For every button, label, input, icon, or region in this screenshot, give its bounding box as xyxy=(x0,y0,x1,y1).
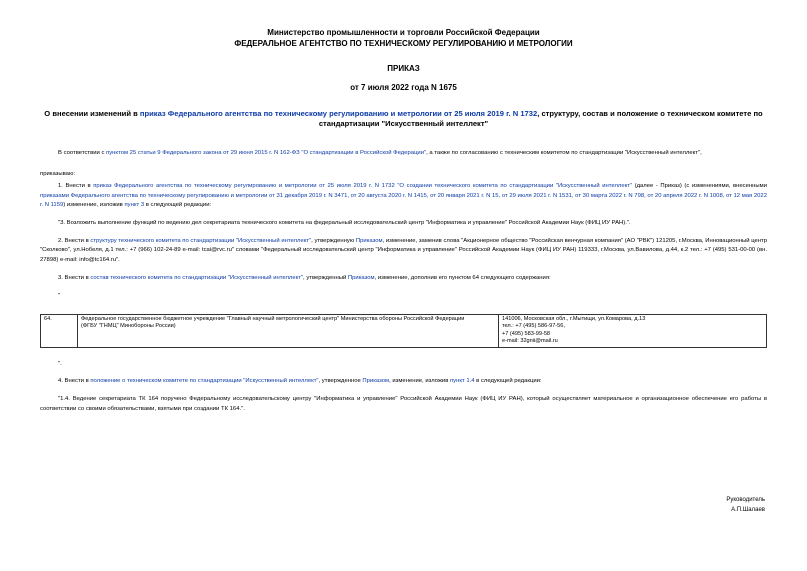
clause-3-link[interactable]: пункт 3 xyxy=(124,202,145,209)
order-word: приказываю: xyxy=(40,170,76,177)
row-number: 64. xyxy=(41,314,78,347)
committee-structure-link[interactable]: структуру технического комитета по стандартизации "Искусственный интеллект" xyxy=(90,237,312,244)
document-header xyxy=(40,0,767,93)
order-link[interactable]: Приказом xyxy=(362,377,390,384)
open-quote: " xyxy=(58,292,61,299)
item-1: 1. Внести в приказ Федерального агентства по техническому регулированию и метрологии от 25 июля 2019 г. N 1732 "О создании технического комитета по стандартизации "Искусственный интеллект" (далее - Приказ) (с изменениями, внесенными приказами Федерального агентства по техническому регулированию и метрологии от 31 декабря 2019 г. N 3471, от 20 августа 2020 г. N 1415, от 20 января 2021 г. N 15, от 29 июля 2021 г. N 1531, от 30 марта 2022 г. N 798, от 20 апреля 2022 г. N 1008, от 12 мая 2022 г. N 1159) изменение, изложив пункт 3 в следующей редакции: xyxy=(40,183,767,209)
phone-1: тел.: +7 (495) 586-97-56, xyxy=(502,323,565,330)
organization-short-name: (ФГБУ "ГНМЦ" Минобороны России) xyxy=(81,323,176,330)
ministry-name: Министерство промышленности и торговли Российской Федерации xyxy=(267,28,540,37)
order-1732-link[interactable]: приказ Федерального агентства по техническому регулированию и метрологии от 25 июля 2019 г. N 1732 "О создании технического комитета по стандартизации "Искусственный интеллект" xyxy=(93,183,633,190)
law-link[interactable]: пунктом 25 статьи 9 Федерального закона от 29 июня 2015 г. N 162-ФЗ "О стандартизации в Российской Федерации" xyxy=(106,150,427,156)
organization-cell xyxy=(78,314,499,347)
phone-2: +7 (495) 583-99-58 xyxy=(502,330,551,337)
document-body-continued xyxy=(40,360,767,414)
committee-composition-link[interactable]: состав технического комитета по стандартизации "Искусственный интеллект" xyxy=(90,275,304,282)
order-link[interactable]: Приказом xyxy=(355,237,383,244)
table-row xyxy=(41,314,767,347)
committee-regulation-link[interactable]: положение о техническом комитете по стандартизации "Искусственный интеллект" xyxy=(90,377,319,384)
email: e-mail: 32gnii@mail.ru xyxy=(502,338,558,345)
document-body xyxy=(40,149,767,302)
signer-name: А.П.Шалаев xyxy=(731,507,765,513)
document-title: О внесении изменений в приказ Федерального агентства по техническому регулированию и метрологии от 25 июля 2019 г. N 1732, структуру, состав и положение о техническом комитете по стандартизации "Искусственный интеллект" xyxy=(44,109,763,128)
signature-block xyxy=(726,495,765,515)
amending-orders-link[interactable]: приказами Федерального агентства по техническому регулированию и метрологии от 31 декабря 2019 г. N 3471, от 20 августа 2020 г. N 1415, от 20 января 2021 г. N 15, от 29 июля 2021 г. N 1531, от 30 марта 2022 г. N 798, от 20 апреля 2022 г. N 1008, от 12 мая 2022 г. N 1159 xyxy=(40,192,767,209)
contacts-cell xyxy=(499,314,767,347)
preamble-paragraph: В соответствии с пунктом 25 статьи 9 Федерального закона от 29 июня 2015 г. N 162-ФЗ "О стандартизации в Российской Федерации", а также по согласованию с техническим комитетом по стандартизации "Искусственный интеллект", xyxy=(58,150,702,156)
organization-name: Федеральное государственное бюджетное учреждение "Главный научный метрологический центр" Министерства обороны Российской Федерации xyxy=(81,315,465,322)
clause-1-4-link[interactable]: пункт 1.4 xyxy=(449,377,475,384)
close-quote: ". xyxy=(58,360,62,367)
composition-table xyxy=(40,314,767,348)
document-date-number: от 7 июля 2022 года N 1675 xyxy=(350,83,457,92)
address: 141006, Московская обл., г.Мытищи, ул.Комарова, д.13 xyxy=(502,315,646,322)
order-link[interactable]: Приказом xyxy=(347,275,375,282)
title-link[interactable]: приказ Федерального агентства по техническому регулированию и метрологии от 25 июля 2019 г. N 1732 xyxy=(139,109,538,118)
item-3: 3. Внести в состав технического комитета по стандартизации "Искусственный интеллект", утвержденный Приказом, изменение, дополнив его пунктом 64 следующего содержания: xyxy=(58,275,551,282)
agency-name: ФЕДЕРАЛЬНОЕ АГЕНТСТВО ПО ТЕХНИЧЕСКОМУ РЕГУЛИРОВАНИЮ И МЕТРОЛОГИИ xyxy=(234,39,573,48)
signer-role: Руководитель xyxy=(726,497,765,503)
document-type: ПРИКАЗ xyxy=(387,64,420,73)
item-2: 2. Внести в структуру технического комитета по стандартизации "Искусственный интеллект", утвержденную Приказом, изменение, заменив слова "Акционерное общество "Российская венчурная компания" (АО "РВК") 121205, г.Москва, Инновационный центр "Сколково", ул.Нобеля, д.1 тел.: +7 (966) 102-24-89 e-mail: tcai@rvc.ru" словами "Федеральный исследовательский центр "Информатика и управление" Российской Академии Наук (ФИЦ ИУ РАН) 119333, г.Москва, ул.Вавилова, д.44, к.2 тел.: +7 (495) 531-00-00 (вн. 27898) e-mail: info@tc164.ru". xyxy=(40,237,767,263)
item-4: 4. Внести в положение о техническом комитете по стандартизации "Искусственный интеллект", утвержденное Приказом, изменение, изложив пункт 1.4 в следующей редакции: xyxy=(58,377,542,384)
item-4-quote: "1.4. Ведение секретариата ТК 164 поручено Федеральному исследовательскому центру "Информатика и управление" Российской Академии Наук (ФИЦ ИУ РАН), который осуществляет материальное и организационное обеспечение его работы в соответствии со своими обязательствами, взятыми при создании ТК 164.". xyxy=(40,396,767,412)
item-1-quote: "3. Возложить выполнение функций по ведению дел секретариата технического комитета на федеральный исследовательский центр "Информатика и управление" Российской Академии Наук (ФИЦ ИУ РАН).". xyxy=(58,219,631,226)
